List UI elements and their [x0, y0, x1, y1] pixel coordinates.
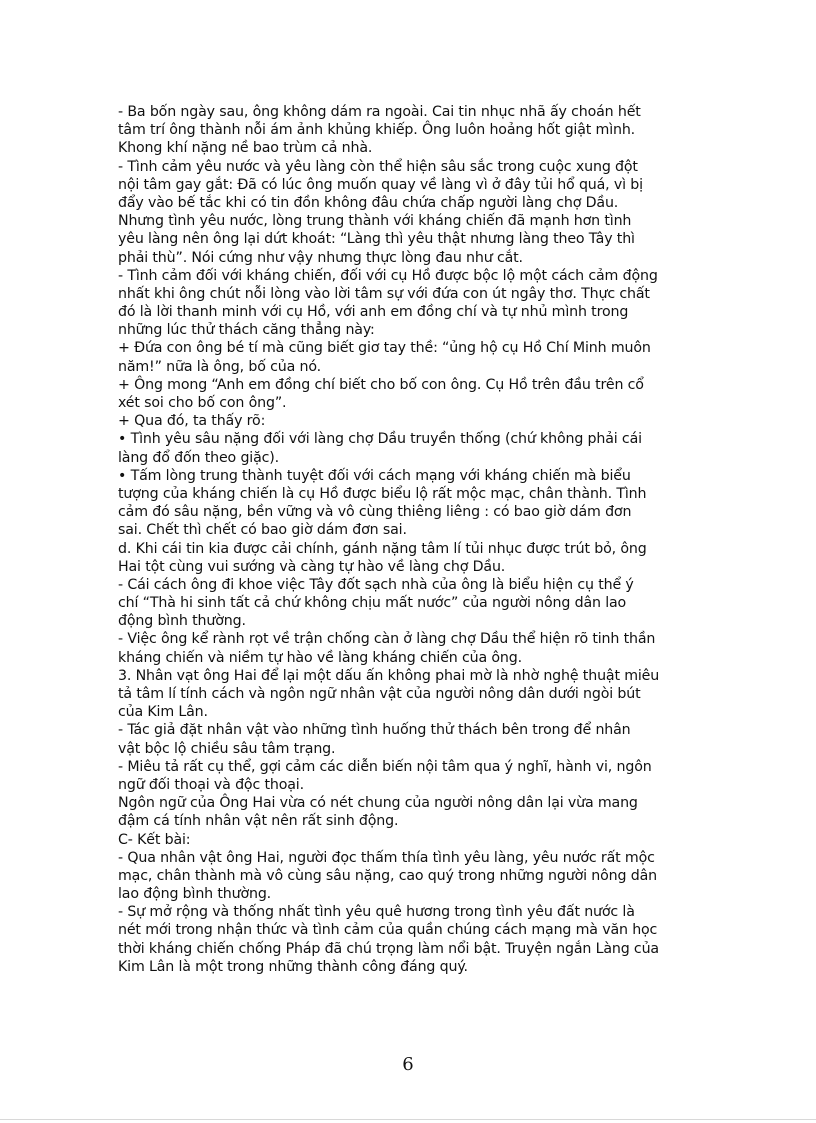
text-line: + Ông mong “Anh em đồng chí biết cho bố con ông. Cụ Hồ trên đầu trên cổ	[118, 376, 644, 393]
text-line: tượng của kháng chiến là cụ Hồ được biểu lộ rất mộc mạc, chân thành. Tình	[118, 485, 647, 502]
text-line: - Cái cách ông đi khoe việc Tây đốt sạch nhà của ông là biểu hiện cụ thể ý	[118, 576, 634, 593]
text-line: - Tình cảm đối với kháng chiến, đối với cụ Hồ được bộc lộ một cách cảm động	[118, 267, 658, 284]
text-line: động bình thường.	[118, 613, 246, 630]
text-line: những lúc thử thách căng thẳng này:	[118, 322, 375, 339]
text-line: thời kháng chiến chống Pháp đã chú trọng làm nổi bật. Truyện ngắn Làng của	[118, 940, 659, 957]
text-line: C- Kết bài:	[118, 831, 191, 848]
text-line: xét soi cho bố con ông”.	[118, 395, 287, 411]
text-line: - Sự mở rộng và thống nhất tình yêu quê hương trong tình yêu đất nước là	[118, 904, 635, 921]
text-line: đậm cá tính nhân vật nên rất sinh động.	[118, 813, 399, 830]
text-line: tâm trí ông thành nỗi ám ảnh khủng khiếp. Ông luôn hoảng hốt giật mình.	[118, 122, 636, 139]
text-line: đẩy vào bế tắc khi có tin đồn không đâu chứa chấp người làng chợ Dầu.	[118, 194, 619, 211]
text-line: nhất khi ông chút nỗi lòng vào lời tâm sự với đứa con út ngây thơ. Thực chất	[118, 285, 650, 302]
text-line: đó là lời thanh minh với cụ Hồ, với anh em đồng chí và tự nhủ mình trong	[118, 304, 629, 321]
text-line: - Việc ông kể rành rọt về trận chống càn ở làng chợ Dầu thể hiện rõ tinh thần	[118, 631, 656, 648]
page-bottom-edge	[0, 1119, 816, 1120]
text-line: phải thù”. Nói cứng như vậy nhưng thực lòng đau như cắt.	[118, 249, 523, 266]
text-line: vật bộc lộ chiều sâu tâm trạng.	[118, 740, 336, 757]
text-line: cảm đó sâu nặng, bền vững và vô cùng thiêng liêng : có bao giờ dám đơn	[118, 504, 632, 521]
text-line: d. Khi cái tin kia được cải chính, gánh nặng tâm lí tủi nhục được trút bỏ, ông	[118, 540, 647, 557]
text-line: nét mới trong nhận thức và tình cảm của quần chúng cách mạng mà văn học	[118, 922, 658, 939]
text-line: Khong khí nặng nề bao trùm cả nhà.	[118, 140, 373, 157]
text-line: • Tấm lòng trung thành tuyệt đối với cách mạng với kháng chiến mà biểu	[118, 467, 631, 484]
text-line: - Ba bốn ngày sau, ông không dám ra ngoài. Cai tin nhục nhã ấy choán hết	[118, 104, 641, 120]
text-line: - Tình cảm yêu nước và yêu làng còn thể hiện sâu sắc trong cuộc xung đột	[118, 158, 638, 175]
text-line: - Tác giả đặt nhân vật vào những tình huống thử thách bên trong để nhân	[118, 722, 631, 739]
text-line: - Miêu tả rất cụ thể, gợi cảm các diễn biến nội tâm qua ý nghĩ, hành vi, ngôn	[118, 758, 652, 775]
body-text	[118, 103, 704, 976]
text-line: làng đổ đốn theo giặc).	[118, 449, 280, 466]
text-line: kháng chiến và niềm tự hào về làng kháng chiến của ông.	[118, 649, 522, 666]
text-line: sai. Chết thì chết có bao giờ dám đơn sai.	[118, 522, 407, 539]
text-line: Kim Lân là một trong những thành công đáng quý.	[118, 958, 468, 975]
text-line: năm!” nữa là ông, bố của nó.	[118, 358, 322, 375]
text-line: Ngôn ngữ của Ông Hai vừa có nét chung của người nông dân lại vừa mang	[118, 795, 638, 812]
page-number: 6	[402, 1054, 414, 1075]
text-line: ngữ đối thoại và độc thoại.	[118, 776, 304, 793]
text-line: - Qua nhân vật ông Hai, người đọc thấm thía tình yêu làng, yêu nước rất mộc	[118, 849, 655, 866]
text-line: Nhưng tình yêu nước, lòng trung thành với kháng chiến đã mạnh hơn tình	[118, 213, 632, 230]
text-line: Hai tột cùng vui sướng và càng tự hào về làng chợ Dầu.	[118, 558, 506, 575]
text-line: của Kim Lân.	[118, 704, 208, 721]
text-line: nội tâm gay gắt: Đã có lúc ông muốn quay về làng vì ở đây tủi hổ quá, vì bị	[118, 176, 643, 193]
text-line: 3. Nhân vạt ông Hai để lại một dấu ấn không phai mờ là nhờ nghệ thuật miêu	[118, 667, 660, 684]
text-line: tả tâm lí tính cách và ngôn ngữ nhân vật của người nông dân dưới ngòi bút	[118, 686, 641, 702]
text-line: lao động bình thường.	[118, 886, 272, 903]
text-line: + Qua đó, ta thấy rõ:	[118, 413, 266, 430]
text-line: yêu làng nên ông lại dứt khoát: “Làng thì yêu thật nhưng làng theo Tây thì	[118, 231, 635, 248]
text-line: + Đứa con ông bé tí mà cũng biết giơ tay thề: “ủng hộ cụ Hồ Chí Minh muôn	[118, 340, 651, 357]
text-line: chí “Thà hi sinh tất cả chứ không chịu mất nước” của người nông dân lao	[118, 595, 627, 612]
text-line: mạc, chân thành mà vô cùng sâu nặng, cao quý trong những người nông dân	[118, 867, 657, 884]
text-line: • Tình yêu sâu nặng đối với làng chợ Dầu truyền thống (chứ không phải cái	[118, 431, 642, 448]
